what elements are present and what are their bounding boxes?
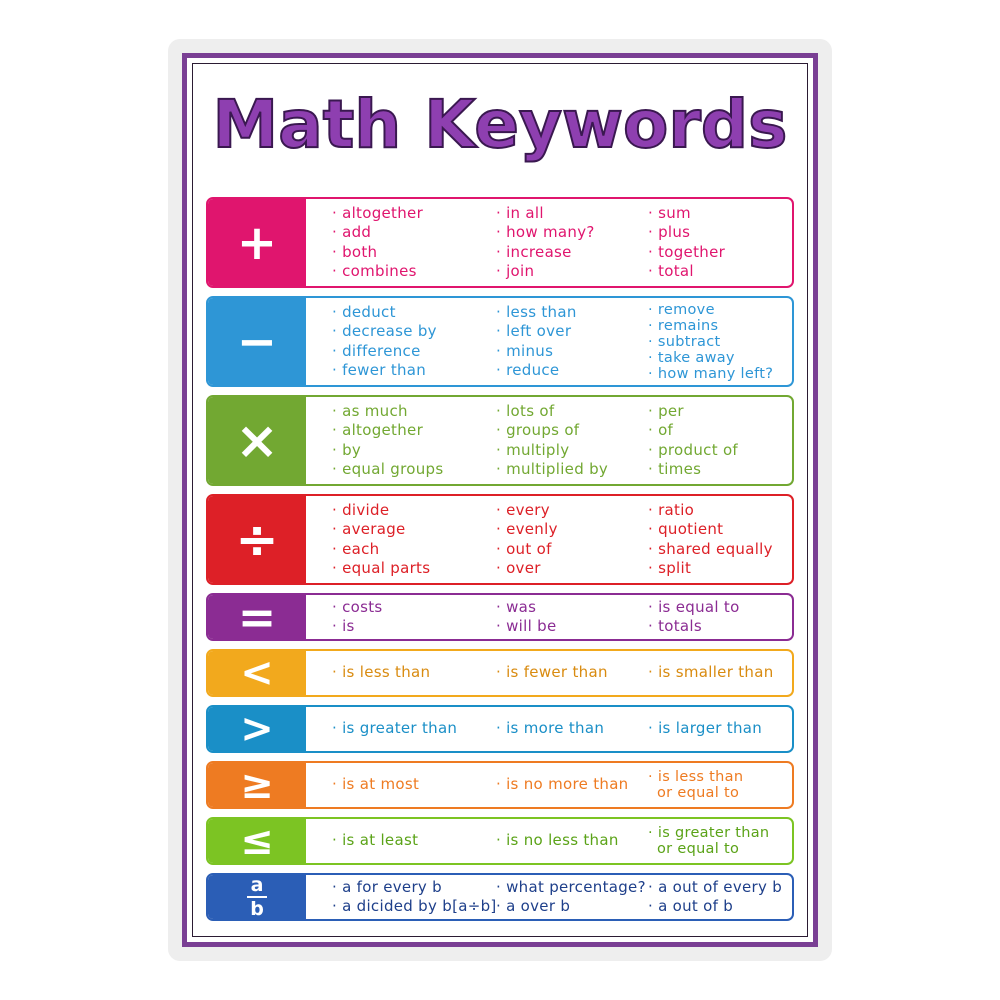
keyword: · a for every b — [332, 878, 497, 898]
keyword-column — [332, 397, 443, 484]
keyword: · out of — [496, 540, 558, 560]
keyword-column — [648, 819, 769, 863]
keyword-column — [332, 595, 383, 639]
keyword: · totals — [648, 617, 740, 637]
keyword: · how many? — [496, 223, 595, 243]
multiply-icon — [208, 397, 306, 484]
keyword: · divide — [332, 501, 430, 521]
keyword: · deduct — [332, 303, 437, 323]
page-title: Math Keywords — [212, 86, 788, 163]
keyword: · sum — [648, 204, 725, 224]
keyword-row — [206, 296, 794, 387]
keyword: · in all — [496, 204, 595, 224]
fraction-numerator: a — [250, 874, 264, 896]
keyword: · remains — [648, 318, 773, 334]
keyword-column — [648, 397, 738, 484]
keyword: · remove — [648, 302, 773, 318]
keyword: or equal to — [657, 785, 740, 801]
keyword: · left over — [496, 322, 577, 342]
keyword-column — [648, 496, 773, 583]
keyword-column — [496, 298, 577, 385]
keyword: · will be — [496, 617, 556, 637]
keyword-row — [206, 761, 794, 809]
keyword: · is equal to — [648, 598, 740, 618]
minus-icon — [208, 298, 306, 385]
symbol-label: = — [237, 593, 277, 641]
keyword-column — [648, 875, 782, 919]
keyword: · is no more than — [496, 775, 629, 795]
keyword-row — [206, 395, 794, 486]
keyword: · is less than — [648, 769, 743, 785]
less-or-equal-icon — [208, 819, 306, 863]
keyword-column — [496, 651, 608, 695]
symbol-label: × — [235, 410, 279, 471]
symbol-label: − — [236, 313, 278, 370]
keyword: · split — [648, 559, 773, 579]
symbol-label: ≥ — [240, 762, 274, 808]
keyword: · times — [648, 460, 738, 480]
keyword: · what percentage? — [496, 878, 646, 898]
keyword: · is — [332, 617, 383, 637]
keyword-column — [332, 651, 430, 695]
keyword: · is fewer than — [496, 663, 608, 683]
keyword: · a out of every b — [648, 878, 782, 898]
keyword-column — [496, 496, 558, 583]
symbol-label: + — [236, 214, 278, 271]
keyword-column — [332, 496, 430, 583]
keyword-row — [206, 649, 794, 697]
keyword: · altogether — [332, 204, 423, 224]
keyword: · shared equally — [648, 540, 773, 560]
keyword-column — [496, 707, 604, 751]
keyword: · of — [648, 421, 738, 441]
keyword-row — [206, 705, 794, 753]
keyword-column — [648, 595, 740, 639]
keyword: · is larger than — [648, 719, 762, 739]
keyword: · both — [332, 243, 423, 263]
keyword: · is more than — [496, 719, 604, 739]
keyword: · is greater than — [648, 825, 769, 841]
keyword: or equal to — [657, 841, 740, 857]
keyword: · multiply — [496, 441, 608, 461]
keyword-column — [332, 298, 437, 385]
keyword: · total — [648, 262, 725, 282]
keyword: · costs — [332, 598, 383, 618]
keyword-column — [332, 199, 423, 286]
keyword: · as much — [332, 402, 443, 422]
keyword: · combines — [332, 262, 423, 282]
keyword: · equal groups — [332, 460, 443, 480]
symbol-label: ÷ — [235, 509, 279, 570]
keyword: · fewer than — [332, 361, 437, 381]
keyword: · by — [332, 441, 443, 461]
keyword-row — [206, 817, 794, 865]
symbol-label: > — [240, 706, 274, 752]
keyword: · equal parts — [332, 559, 430, 579]
keyword: · reduce — [496, 361, 577, 381]
keyword: · product of — [648, 441, 738, 461]
keyword: · every — [496, 501, 558, 521]
keyword: · together — [648, 243, 725, 263]
keyword: · increase — [496, 243, 595, 263]
divide-icon — [208, 496, 306, 583]
keyword-column — [496, 199, 595, 286]
keyword: · average — [332, 520, 430, 540]
keyword-column — [648, 199, 725, 286]
keyword: · lots of — [496, 402, 608, 422]
keyword: · is greater than — [332, 719, 457, 739]
keyword-row — [206, 494, 794, 585]
keyword-column — [332, 707, 457, 751]
keyword: · a over b — [496, 897, 646, 917]
keyword-row — [206, 197, 794, 288]
keyword-column — [332, 819, 418, 863]
equals-icon — [208, 595, 306, 639]
keyword: · plus — [648, 223, 725, 243]
keyword-column — [496, 819, 619, 863]
keyword: · altogether — [332, 421, 443, 441]
keyword: · difference — [332, 342, 437, 362]
plus-icon — [208, 199, 306, 286]
symbol-label: < — [240, 650, 274, 696]
keyword: · was — [496, 598, 556, 618]
keyword: · ratio — [648, 501, 773, 521]
keyword: · take away — [648, 350, 773, 366]
keyword-column — [496, 763, 629, 807]
keyword: · evenly — [496, 520, 558, 540]
keyword: · decrease by — [332, 322, 437, 342]
keyword: · is at most — [332, 775, 419, 795]
fraction-icon — [208, 875, 306, 919]
keyword-column — [648, 298, 773, 385]
greater-or-equal-icon — [208, 763, 306, 807]
keyword-column — [332, 875, 497, 919]
keyword: · is smaller than — [648, 663, 774, 683]
keyword-row — [206, 873, 794, 921]
keyword-column — [648, 763, 743, 807]
greater-than-icon — [208, 707, 306, 751]
keyword: · is at least — [332, 831, 418, 851]
keyword-column — [496, 875, 646, 919]
keyword: · how many left? — [648, 366, 773, 382]
keyword: · less than — [496, 303, 577, 323]
keyword: · a dicided by b[a÷b] — [332, 897, 497, 917]
keyword: · add — [332, 223, 423, 243]
keyword: · per — [648, 402, 738, 422]
keyword: · is less than — [332, 663, 430, 683]
keyword-column — [648, 651, 774, 695]
keyword: · groups of — [496, 421, 608, 441]
keyword: · multiplied by — [496, 460, 608, 480]
fraction-denominator: b — [250, 898, 264, 920]
keyword: · quotient — [648, 520, 773, 540]
keyword: · minus — [496, 342, 577, 362]
keyword-column — [648, 707, 762, 751]
keyword-column — [496, 397, 608, 484]
keyword-column — [332, 763, 419, 807]
keyword: · over — [496, 559, 558, 579]
keyword-column — [496, 595, 556, 639]
keyword: · is no less than — [496, 831, 619, 851]
symbol-label: ≤ — [240, 818, 274, 864]
keyword: · join — [496, 262, 595, 282]
keyword-row — [206, 593, 794, 641]
keyword: · each — [332, 540, 430, 560]
keyword: · a out of b — [648, 897, 782, 917]
less-than-icon — [208, 651, 306, 695]
keyword: · subtract — [648, 334, 773, 350]
